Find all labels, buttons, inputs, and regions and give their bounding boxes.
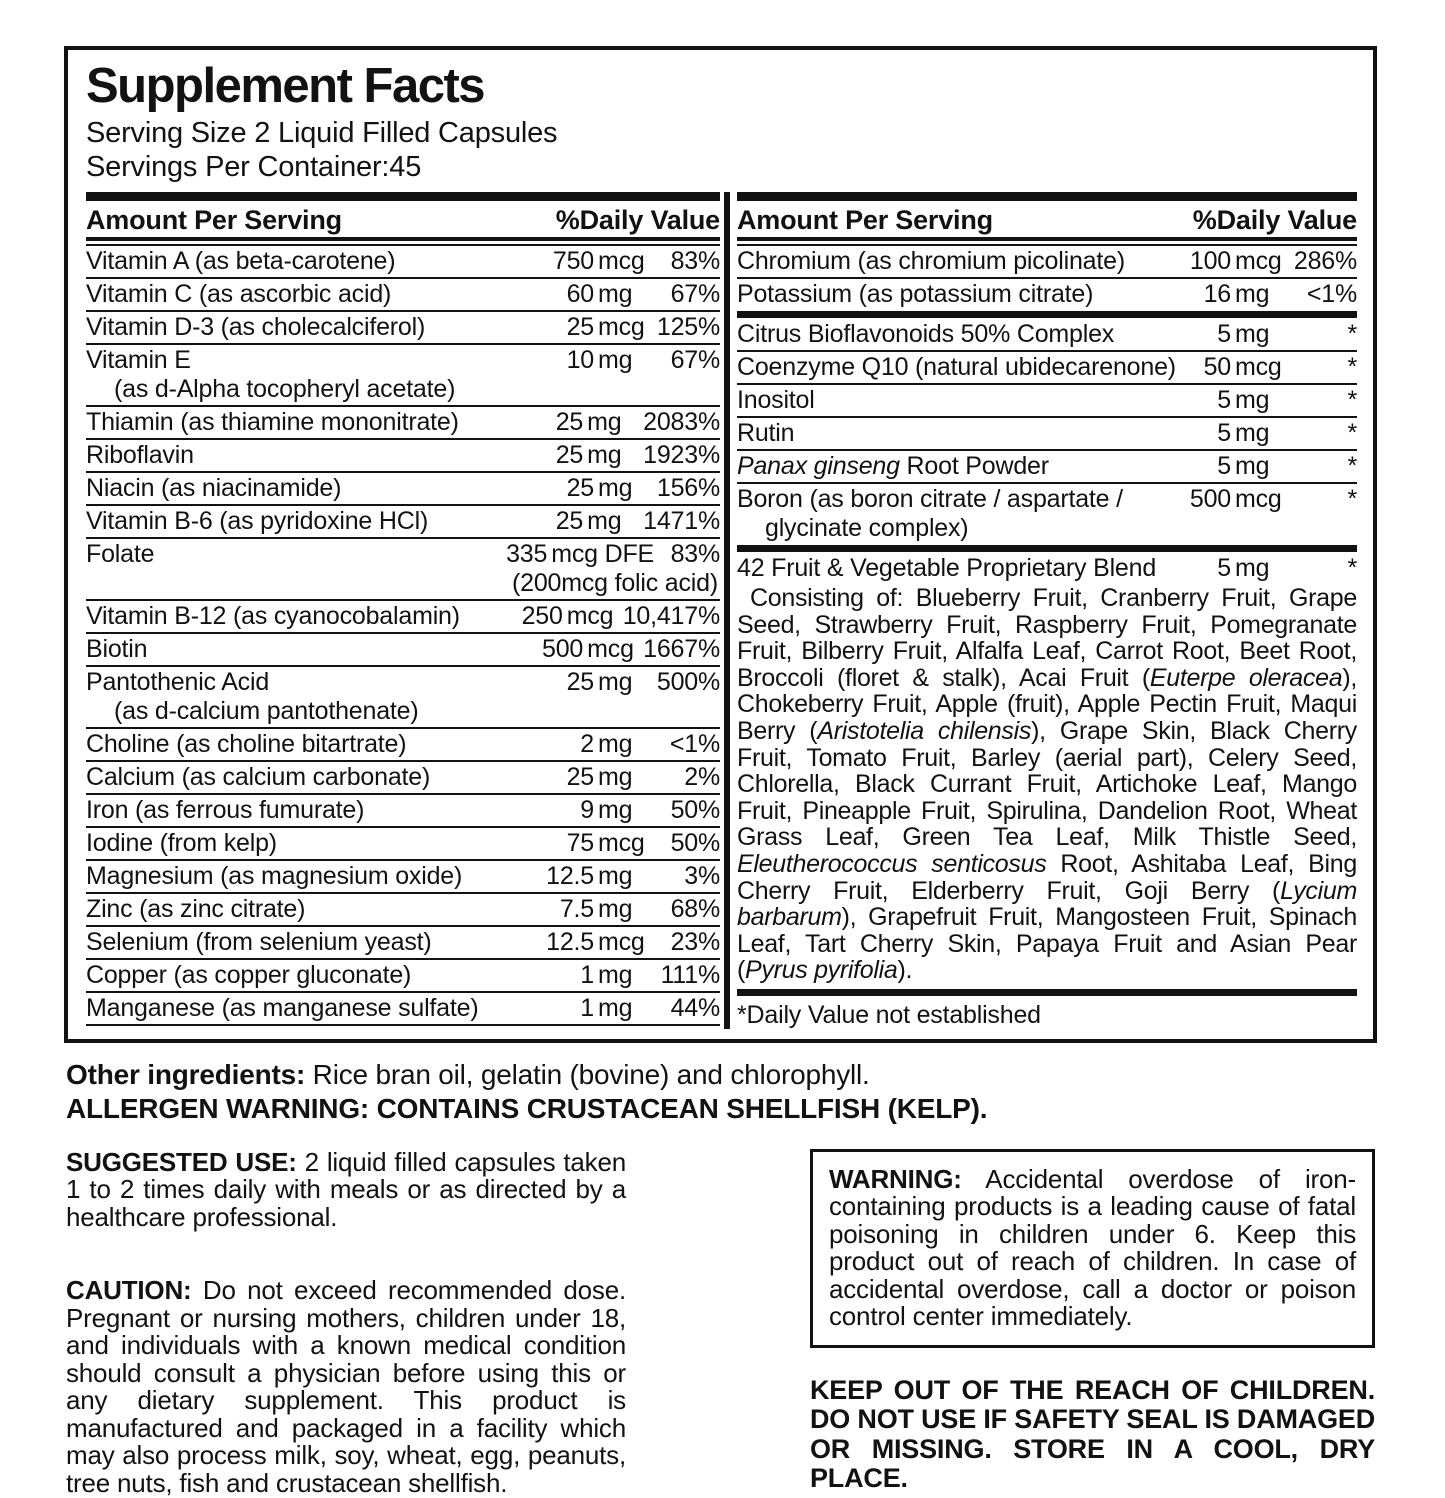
nutrient-row [737, 279, 1357, 310]
header-amount-per-serving: Amount Per Serving [86, 205, 342, 235]
blend-text: ), Grape Skin, Black Cherry Fruit, Tomato Fruit, Barley (aerial part), Celery Seed, Chlorella, Black Currant Fruit, Artichoke Leaf, Mango Fruit, Pineapple Fruit, Spirulina, Dandelion Root, Wheat Grass Leaf, Green Tea Leaf, Milk Thistle Seed, [737, 716, 1357, 852]
nutrient-daily-value: 2083% [643, 408, 720, 436]
nutrient-amount-unit: mg [598, 474, 633, 502]
nutrient-amount-unit: mg [587, 441, 622, 469]
nutrient-amount-unit: mcg DFE [551, 540, 654, 568]
nutrient-amount-unit: mg [1235, 452, 1270, 480]
nutrient-row [86, 667, 720, 727]
nutrient-name: Boron (as boron citrate / aspartate / [737, 485, 1123, 513]
nutrient-amount-value: 25 [555, 507, 584, 535]
nutrient-row-line [86, 345, 720, 376]
nutrient-amount-unit: mg [598, 994, 633, 1022]
nutrient-row [86, 894, 720, 925]
nutrient-row-line [86, 828, 720, 859]
nutrient-name: Chromium (as chromium picolinate) [737, 247, 1125, 275]
nutrient-name: Calcium (as calcium carbonate) [86, 763, 431, 791]
warning-label: WARNING: [829, 1163, 962, 1194]
nutrient-rows-right [737, 246, 1357, 584]
nutrient-name: Vitamin B-6 (as pyridoxine HCl) [86, 507, 429, 535]
nutrient-row-line [86, 993, 720, 1024]
nutrient-amount-unit: mcg [566, 602, 614, 630]
nutrient-row-line [86, 729, 720, 760]
nutrient-row-line [86, 473, 720, 504]
nutrient-amount-unit: mg [598, 730, 633, 758]
nutrient-row [86, 345, 720, 405]
blend-text: ), Grapefruit Fruit, Mangosteen Fruit, Spinach Leaf, Tart Cherry Skin, Papaya Fruit and Asian Pear ( [737, 903, 1357, 985]
nutrient-name: Niacin (as niacinamide) [86, 474, 342, 502]
header-rule-thick [86, 237, 720, 241]
section-top-bar [737, 192, 1357, 201]
nutrient-row-line [86, 894, 720, 925]
nutrient-name: Magnesium (as magnesium oxide) [86, 862, 463, 890]
header-rule-thick [737, 237, 1357, 241]
footnote-separator [737, 989, 1357, 996]
caution-text: Do not exceed recommended dose. Pregnant or nursing mothers, children under 18, and individuals with a known medical condition should consult a physician before using this or any dietary supplement. This product is manufactured and packaged in a facility which may also process milk, soy, wheat, egg, peanuts, tree nuts, fish and crustacean shellfish. [66, 1275, 626, 1498]
nutrient-daily-value: 3% [684, 862, 720, 890]
nutrient-amount-value: 25 [566, 763, 594, 791]
nutrient-daily-value: 286% [1293, 247, 1357, 275]
nutrient-name: Choline (as choline bitartrate) [86, 730, 407, 758]
nutrient-amount-unit: mcg [1235, 353, 1282, 381]
nutrient-name: Iron (as ferrous fumurate) [86, 796, 365, 824]
nutrient-amount-unit: mcg [598, 829, 645, 857]
nutrient-daily-value: * [1347, 320, 1357, 348]
nutrient-rows-left [86, 246, 720, 1026]
nutrient-daily-value: 83% [670, 540, 720, 568]
nutrient-amount-unit: mg [1235, 554, 1270, 582]
nutrient-row [86, 993, 720, 1024]
nutrient-amount-unit: mg [598, 763, 633, 791]
nutrient-column-left [86, 192, 720, 1029]
nutrient-row-line [737, 319, 1357, 350]
nutrient-amount-unit: mg [1235, 320, 1270, 348]
nutrient-amount-unit: mcg [598, 928, 645, 956]
nutrient-amount-value: 100 [1189, 247, 1231, 275]
column-divider [724, 192, 730, 1029]
nutrient-row-line [737, 352, 1357, 383]
nutrient-name: Vitamin C (as ascorbic acid) [86, 280, 392, 308]
nutrient-amount-value: 750 [552, 247, 594, 275]
suggested-use-paragraph [66, 1146, 627, 1232]
nutrient-daily-value: 68% [670, 895, 720, 923]
nutrient-name: Manganese (as manganese sulfate) [86, 994, 479, 1022]
blend-text: Consisting of: Blueberry Fruit, Cranberry Fruit, Grape Seed, Strawberry Fruit, Raspberry Fruit, Pomegranate Fruit, Bilberry Fruit, Alfalfa Leaf, Carrot Root, Beet Root, Broccoli (floret & stalk), Acai Fruit ( [737, 584, 1357, 692]
nutrient-amount-value: 5 [1217, 320, 1231, 348]
botanical-name: Aristotelia chilensis [817, 716, 1032, 745]
nutrient-row [737, 385, 1357, 416]
nutrient-daily-value: * [1347, 419, 1357, 447]
nutrient-daily-value: 44% [670, 994, 720, 1022]
nutrient-amount-value: 25 [566, 474, 594, 502]
nutrient-row-line [86, 312, 720, 343]
nutrient-row [737, 484, 1357, 544]
nutrient-daily-value: 125% [656, 313, 720, 341]
nutrient-amount-unit: mg [598, 668, 633, 696]
nutrient-amount-unit: mcg [587, 635, 634, 663]
nutrient-row-line [737, 553, 1357, 584]
nutrient-name-part: Root Powder [899, 452, 1049, 480]
nutrient-row-line [86, 795, 720, 826]
nutrient-row [86, 634, 720, 665]
nutrient-name: Folate [86, 540, 155, 568]
nutrient-amount-value: 1 [580, 961, 594, 989]
nutrient-columns [86, 192, 1357, 1029]
nutrient-amount-value: 25 [566, 313, 594, 341]
nutrient-name: Zinc (as zinc citrate) [86, 895, 306, 923]
nutrient-name [737, 453, 1049, 480]
nutrient-row [86, 601, 720, 632]
botanical-name: Euterpe oleracea [1149, 663, 1343, 692]
nutrient-amount-value: 500 [1189, 485, 1231, 513]
nutrient-row [86, 539, 720, 599]
nutrient-row [86, 927, 720, 958]
blend-text: ). [897, 956, 913, 985]
nutrient-name: Inositol [737, 386, 815, 414]
nutrient-daily-value: 83% [670, 247, 720, 275]
nutrient-name: Citrus Bioflavonoids 50% Complex [737, 320, 1115, 348]
nutrient-row [737, 319, 1357, 350]
nutrient-amount-value: 12.5 [546, 862, 594, 890]
nutrient-amount-value: 60 [566, 280, 594, 308]
nutrient-row-line [86, 960, 720, 991]
nutrient-row-line [737, 418, 1357, 449]
header-amount-per-serving: Amount Per Serving [737, 205, 993, 235]
blend-text: ), Chokeberry Fruit, Apple (fruit), Apple Pectin Fruit, Maqui Berry ( [737, 663, 1357, 745]
nutrient-amount-unit: mg [1235, 419, 1270, 447]
nutrient-amount-unit: mcg [1235, 485, 1282, 513]
nutrient-daily-value: * [1347, 554, 1357, 582]
suggested-use-text: 2 liquid filled capsules taken 1 to 2 times daily with meals or as directed by a healthcare professional. [66, 1146, 627, 1232]
nutrient-daily-value: 500% [656, 668, 720, 696]
nutrient-row-line [86, 762, 720, 793]
nutrient-row-line [737, 451, 1357, 482]
caution-label: CAUTION: [66, 1275, 192, 1306]
nutrient-amount-value: 16 [1203, 280, 1231, 308]
supplement-facts-panel [64, 46, 1377, 1043]
nutrient-row-line [737, 484, 1357, 515]
nutrient-daily-value: 1923% [643, 441, 720, 469]
nutrient-daily-value: 111% [660, 961, 720, 989]
keep-out-of-reach-paragraph: KEEP OUT OF THE REACH OF CHILDREN. DO NOT USE IF SAFETY SEAL IS DAMAGED OR MISSING. STORE IN A COOL, DRY PLACE. [810, 1374, 1375, 1494]
nutrient-name-part: Panax ginseng [737, 452, 900, 480]
nutrient-row [737, 451, 1357, 482]
nutrient-row [737, 418, 1357, 449]
nutrient-column-right [735, 192, 1357, 1029]
nutrient-row [86, 440, 720, 471]
nutrient-daily-value: 67% [670, 346, 720, 374]
nutrient-amount-unit: mg [1235, 280, 1270, 308]
nutrient-daily-value: 10,417% [622, 602, 720, 630]
nutrient-row-line [86, 539, 720, 570]
nutrient-row-line [86, 634, 720, 665]
nutrient-amount-value: 5 [1217, 554, 1231, 582]
nutrient-amount-unit: mcg [1235, 247, 1282, 275]
nutrient-row [737, 352, 1357, 383]
nutrient-name: 42 Fruit & Vegetable Proprietary Blend [737, 554, 1157, 582]
bottom-column-left [66, 1146, 627, 1498]
nutrient-name: Vitamin A (as beta-carotene) [86, 247, 396, 275]
nutrient-row-line [737, 279, 1357, 310]
nutrient-row [737, 553, 1357, 584]
nutrient-amount-value: 5 [1217, 386, 1231, 414]
botanical-name: Pyrus pyrifolia [745, 956, 898, 985]
nutrient-daily-value: 156% [656, 474, 720, 502]
nutrient-daily-value: * [1347, 353, 1357, 381]
nutrient-row [86, 729, 720, 760]
nutrient-row-line [737, 385, 1357, 416]
nutrient-amount-value: 9 [580, 796, 594, 824]
nutrient-row-line [86, 440, 720, 471]
other-ingredients-label: Other ingredients: [66, 1058, 306, 1090]
nutrient-amount-value: 335 [506, 540, 548, 568]
nutrient-name: Thiamin (as thiamine mononitrate) [86, 408, 459, 436]
column-header-right [737, 201, 1357, 237]
nutrient-row-line [86, 246, 720, 277]
nutrient-name: Vitamin E [86, 346, 191, 374]
nutrient-daily-value: 67% [670, 280, 720, 308]
nutrient-amount-value: 2 [580, 730, 594, 758]
nutrient-row [86, 828, 720, 859]
nutrient-amount-value: 250 [521, 602, 563, 630]
nutrient-row-line [737, 246, 1357, 277]
nutrient-daily-value: <1% [669, 730, 720, 758]
nutrient-amount-unit: mg [1235, 386, 1270, 414]
nutrient-name: Biotin [86, 635, 148, 663]
nutrient-daily-value: * [1347, 386, 1357, 414]
nutrient-amount-value: 5 [1217, 419, 1231, 447]
nutrient-amount-value: 5 [1217, 452, 1231, 480]
nutrient-row [86, 246, 720, 277]
nutrient-row [86, 279, 720, 310]
nutrient-amount-value: 12.5 [546, 928, 594, 956]
serving-size-text: Serving Size 2 Liquid Filled Capsules [86, 117, 558, 149]
nutrient-daily-value: * [1347, 485, 1357, 513]
section-top-bar [86, 192, 720, 201]
nutrient-amount-unit: mg [598, 280, 633, 308]
blend-text: Root, Ashitaba Leaf, Bing Cherry Fruit, Elderberry Fruit, Goji Berry ( [737, 849, 1357, 905]
nutrient-amount-unit: mcg [598, 313, 645, 341]
caution-paragraph [66, 1277, 626, 1497]
nutrient-daily-value: <1% [1306, 280, 1357, 308]
nutrient-amount-value: 25 [555, 408, 584, 436]
nutrient-amount-value: 10 [566, 346, 594, 374]
other-ingredients-line [66, 1059, 1375, 1091]
other-ingredients-text: Rice bran oil, gelatin (bovine) and chlorophyll. [305, 1058, 870, 1090]
nutrient-row [86, 473, 720, 504]
nutrient-name: Coenzyme Q10 (natural ubidecarenone) [737, 353, 1176, 381]
supplement-label-page [0, 46, 1445, 1497]
nutrient-row [86, 795, 720, 826]
nutrient-amount-value: 500 [542, 635, 584, 663]
nutrient-row [86, 762, 720, 793]
nutrient-row [86, 312, 720, 343]
nutrient-subline: (as d-calcium pantothenate) [114, 697, 419, 725]
section-separator-thick [737, 311, 1357, 318]
row-separator [86, 1024, 720, 1026]
bottom-text-columns [66, 1146, 1375, 1498]
panel-title: Supplement Facts [86, 59, 485, 113]
nutrient-name: Pantothenic Acid [86, 668, 270, 696]
nutrient-row [737, 246, 1357, 277]
nutrient-amount-unit: mg [598, 346, 633, 374]
nutrient-row-line [86, 407, 720, 438]
nutrient-row-line [86, 279, 720, 310]
daily-value-footnote: *Daily Value not established [737, 1000, 1041, 1029]
nutrient-subline: glycinate complex) [765, 514, 969, 542]
column-header-left [86, 201, 720, 237]
bottom-column-right [810, 1149, 1375, 1498]
nutrient-name: Rutin [737, 419, 795, 447]
nutrient-row-line [86, 861, 720, 892]
proprietary-blend-description [737, 584, 1357, 988]
nutrient-name: Potassium (as potassium citrate) [737, 280, 1094, 308]
nutrient-amount-value: 1 [580, 994, 594, 1022]
nutrient-daily-value: 50% [670, 796, 720, 824]
nutrient-amount-unit: mg [587, 507, 622, 535]
nutrient-name: Riboflavin [86, 441, 194, 469]
nutrient-name: Vitamin B-12 (as cyanocobalamin) [86, 602, 460, 630]
nutrient-daily-value: 1667% [643, 635, 720, 663]
warning-text: Accidental overdose of iron-containing products is a leading cause of fatal poisoning in children under 6. Keep this product out of reach of children. In case of accidental overdose, call a doctor or poison control center immediately. [829, 1163, 1356, 1332]
nutrient-amount-value: 50 [1203, 353, 1231, 381]
nutrient-subline: (as d-Alpha tocopheryl acetate) [114, 375, 456, 403]
nutrient-row-line [86, 601, 720, 632]
nutrient-daily-value: 50% [670, 829, 720, 857]
nutrient-row-line [86, 667, 720, 698]
section-separator-thick [737, 545, 1357, 552]
servings-per-container-text: Servings Per Container:45 [86, 151, 422, 183]
nutrient-amount-unit: mcg [598, 247, 645, 275]
nutrient-name: Selenium (from selenium yeast) [86, 928, 432, 956]
nutrient-daily-value: 23% [670, 928, 720, 956]
header-daily-value: %Daily Value [555, 205, 720, 235]
iron-warning-box [810, 1149, 1375, 1348]
nutrient-amount-unit: mg [587, 408, 622, 436]
nutrient-amount-unit: mg [598, 895, 633, 923]
nutrient-row-line [86, 927, 720, 958]
nutrient-daily-value: * [1347, 452, 1357, 480]
botanical-name: Eleutherococcus senticosus [737, 849, 1047, 878]
botanical-name: Lycium barbarum [737, 876, 1357, 932]
nutrient-amount-value: 25 [566, 668, 594, 696]
suggested-use-label: SUGGESTED USE: [66, 1146, 297, 1177]
nutrient-row [86, 861, 720, 892]
nutrient-amount-value: 75 [566, 829, 594, 857]
nutrient-daily-value: 1471% [643, 507, 720, 535]
header-daily-value: %Daily Value [1192, 205, 1357, 235]
nutrient-name: Iodine (from kelp) [86, 829, 277, 857]
nutrient-amount-value: 25 [555, 441, 584, 469]
nutrient-amount-unit: mg [598, 961, 633, 989]
nutrient-amount-unit: mg [598, 862, 633, 890]
nutrient-amount-unit: mg [598, 796, 633, 824]
nutrient-subline: (200mcg folic acid) [511, 569, 718, 597]
nutrient-row-line [86, 506, 720, 537]
nutrient-amount-value: 7.5 [559, 895, 594, 923]
allergen-warning-line: ALLERGEN WARNING: CONTAINS CRUSTACEAN SHELLFISH (KELP). [66, 1092, 988, 1124]
nutrient-row [86, 407, 720, 438]
nutrient-daily-value: 2% [684, 763, 720, 791]
nutrient-name: Vitamin D-3 (as cholecalciferol) [86, 313, 426, 341]
nutrient-row [86, 506, 720, 537]
nutrient-name: Copper (as copper gluconate) [86, 961, 412, 989]
nutrient-row [86, 960, 720, 991]
